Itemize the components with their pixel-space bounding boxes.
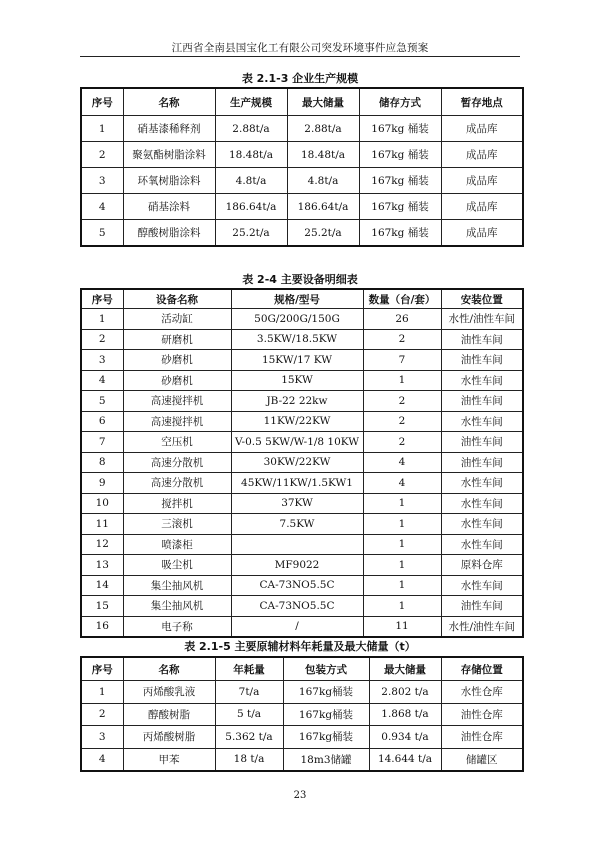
table-cell: 7t/a	[215, 681, 283, 704]
table-cell: 186.64t/a	[215, 194, 287, 220]
table-row	[81, 370, 523, 391]
table-cell: CA-73NO5.5C	[231, 575, 363, 596]
table-cell: 167kg桶装	[283, 681, 369, 704]
table-cell: 25.2t/a	[215, 220, 287, 247]
table-cell: JB-22 22kw	[231, 391, 363, 412]
table-cell: 1	[363, 596, 441, 617]
table-cell: 2	[81, 142, 123, 168]
table-cell: 4	[81, 748, 123, 771]
table-cell: 45KW/11KW/1.5KW1	[231, 473, 363, 494]
table-cell: 3	[81, 726, 123, 749]
equipment-table	[80, 288, 524, 638]
table-cell: 高速搅拌机	[123, 391, 231, 412]
table-row	[81, 575, 523, 596]
table-cell: 7	[81, 432, 123, 453]
column-header: 设备名称	[123, 289, 231, 309]
table-cell: 3.5KW/18.5KW	[231, 329, 363, 350]
table-cell: 15KW/17 KW	[231, 350, 363, 371]
table-cell: 油性车间	[441, 391, 523, 412]
table-cell: 4	[363, 473, 441, 494]
table-cell: 高速分散机	[123, 473, 231, 494]
table-cell: 167kg 桶装	[359, 142, 441, 168]
table-cell: 1.868 t/a	[369, 703, 441, 726]
page-header-title: 江西省全南县国宝化工有限公司突发环境事件应急预案	[171, 42, 429, 54]
table-cell: 4	[81, 194, 123, 220]
table-cell: 喷漆柜	[123, 534, 231, 555]
table-cell: 2	[81, 703, 123, 726]
table-row	[81, 493, 523, 514]
table-cell: 研磨机	[123, 329, 231, 350]
table-cell: 高速搅拌机	[123, 411, 231, 432]
table-cell: 1	[363, 555, 441, 576]
table-row	[81, 116, 523, 142]
table-row	[81, 391, 523, 412]
table-cell: 50G/200G/150G	[231, 309, 363, 330]
table-cell: 1	[363, 575, 441, 596]
table-cell: 26	[363, 309, 441, 330]
table-cell: 167kg 桶装	[359, 116, 441, 142]
table-header-row	[81, 88, 523, 116]
table-cell: 砂磨机	[123, 350, 231, 371]
table-cell: 2	[363, 411, 441, 432]
table-cell: 167kg桶装	[283, 703, 369, 726]
table-cell	[231, 534, 363, 555]
table-cell: 水性车间	[441, 473, 523, 494]
table-cell: 7	[363, 350, 441, 371]
table-row	[81, 703, 523, 726]
table-cell: 14	[81, 575, 123, 596]
table-cell: 14.644 t/a	[369, 748, 441, 771]
table-cell: 2	[363, 432, 441, 453]
table-cell: 167kg 桶装	[359, 194, 441, 220]
table-cell: 11	[81, 514, 123, 535]
table-cell: 成品库	[441, 168, 523, 194]
column-header: 最大储量	[369, 657, 441, 681]
table-row	[81, 726, 523, 749]
table-cell: 油性车间	[441, 350, 523, 371]
table-cell: 水性车间	[441, 575, 523, 596]
table-cell: 成品库	[441, 220, 523, 247]
table-row	[81, 411, 523, 432]
table-cell: 18m3储罐	[283, 748, 369, 771]
production-scale-table	[80, 87, 524, 247]
table-cell: 丙烯酸树脂	[123, 726, 215, 749]
table-row	[81, 329, 523, 350]
table-cell: 30KW/22KW	[231, 452, 363, 473]
table-cell: 1	[363, 534, 441, 555]
table-cell: 醇酸树脂涂料	[123, 220, 215, 247]
table-cell: 油性车间	[441, 452, 523, 473]
column-header: 序号	[81, 289, 123, 309]
table-cell: 水性车间	[441, 411, 523, 432]
table-cell: V-0.5 5KW/W-1/8 10KW	[231, 432, 363, 453]
table-cell: 12	[81, 534, 123, 555]
table-cell: 2	[363, 391, 441, 412]
table-cell: 3	[81, 168, 123, 194]
table-row	[81, 616, 523, 637]
table-cell: CA-73NO5.5C	[231, 596, 363, 617]
column-header: 最大储量	[287, 88, 359, 116]
table-row	[81, 748, 523, 771]
table1-caption: 表 2.1-3 企业生产规模	[241, 72, 359, 85]
table-cell: 三滚机	[123, 514, 231, 535]
table-cell: 4	[81, 370, 123, 391]
table-cell: 16	[81, 616, 123, 637]
column-header: 生产规模	[215, 88, 287, 116]
table-cell: 搅拌机	[123, 493, 231, 514]
table-cell: 9	[81, 473, 123, 494]
table-cell: 环氧树脂涂料	[123, 168, 215, 194]
table-row	[81, 473, 523, 494]
table3-caption: 表 2.1-5 主要原辅材料年耗量及最大储量（t）	[184, 640, 416, 653]
table-cell: 11KW/22KW	[231, 411, 363, 432]
table-cell: 活动缸	[123, 309, 231, 330]
table-cell: 25.2t/a	[287, 220, 359, 247]
table-cell: 水性/油性车间	[441, 309, 523, 330]
column-header: 年耗量	[215, 657, 283, 681]
table-cell: 8	[81, 452, 123, 473]
table-cell: 醇酸树脂	[123, 703, 215, 726]
table-cell: 2	[81, 329, 123, 350]
table-cell: 聚氨酯树脂涂料	[123, 142, 215, 168]
column-header: 包装方式	[283, 657, 369, 681]
table-cell: 1	[363, 493, 441, 514]
table-cell: 原料仓库	[441, 555, 523, 576]
table-row	[81, 596, 523, 617]
table-cell: 167kg桶装	[283, 726, 369, 749]
table-header-row	[81, 289, 523, 309]
table-cell: 水性车间	[441, 493, 523, 514]
column-header: 规格/型号	[231, 289, 363, 309]
column-header: 存储位置	[441, 657, 523, 681]
table-cell: 空压机	[123, 432, 231, 453]
table-row	[81, 194, 523, 220]
table-cell: 2.88t/a	[215, 116, 287, 142]
table-cell: 5.362 t/a	[215, 726, 283, 749]
table-cell: 1	[81, 681, 123, 704]
table-cell: 储罐区	[441, 748, 523, 771]
table-cell: 油性仓库	[441, 703, 523, 726]
table-cell: 10	[81, 493, 123, 514]
table-cell: 1	[363, 370, 441, 391]
table-cell: 2.802 t/a	[369, 681, 441, 704]
table-cell: 甲苯	[123, 748, 215, 771]
table-cell: 5	[81, 220, 123, 247]
table-cell: 15	[81, 596, 123, 617]
raw-materials-table	[80, 656, 524, 772]
table-cell: 集尘抽风机	[123, 575, 231, 596]
table-cell: MF9022	[231, 555, 363, 576]
table-cell: 水性仓库	[441, 681, 523, 704]
header-rule	[80, 56, 520, 57]
table-cell: 2.88t/a	[287, 116, 359, 142]
table-cell: 水性车间	[441, 370, 523, 391]
table-cell: 18.48t/a	[287, 142, 359, 168]
column-header: 安装位置	[441, 289, 523, 309]
table-cell: 1	[81, 116, 123, 142]
table-cell: 2	[363, 329, 441, 350]
table-cell: 硝基涂料	[123, 194, 215, 220]
column-header: 名称	[123, 88, 215, 116]
table-row	[81, 168, 523, 194]
table-row	[81, 309, 523, 330]
table-cell: 油性仓库	[441, 726, 523, 749]
table-row	[81, 534, 523, 555]
table-cell: 成品库	[441, 116, 523, 142]
table-cell: 硝基漆稀释剂	[123, 116, 215, 142]
table-cell: 186.64t/a	[287, 194, 359, 220]
table-cell: 砂磨机	[123, 370, 231, 391]
table-cell: 1	[363, 514, 441, 535]
table-cell: 油性车间	[441, 432, 523, 453]
table-cell: 167kg 桶装	[359, 168, 441, 194]
table-cell: 成品库	[441, 194, 523, 220]
table-cell: 4.8t/a	[287, 168, 359, 194]
table-cell: 吸尘机	[123, 555, 231, 576]
table-cell: 15KW	[231, 370, 363, 391]
column-header: 序号	[81, 657, 123, 681]
table-cell: 18 t/a	[215, 748, 283, 771]
column-header: 暂存地点	[441, 88, 523, 116]
table-row	[81, 350, 523, 371]
table-row	[81, 142, 523, 168]
column-header: 储存方式	[359, 88, 441, 116]
table-cell: 集尘抽风机	[123, 596, 231, 617]
table-cell: 成品库	[441, 142, 523, 168]
table-cell: 0.934 t/a	[369, 726, 441, 749]
table-cell: 高速分散机	[123, 452, 231, 473]
table-cell: 37KW	[231, 493, 363, 514]
table-cell: 电子称	[123, 616, 231, 637]
table-row	[81, 555, 523, 576]
table-cell: 水性车间	[441, 534, 523, 555]
table-row	[81, 681, 523, 704]
table-cell: 1	[81, 309, 123, 330]
table-cell: 4.8t/a	[215, 168, 287, 194]
page-number: 23	[293, 790, 307, 801]
table-cell: 5 t/a	[215, 703, 283, 726]
table-row	[81, 220, 523, 247]
table-cell: 水性车间	[441, 514, 523, 535]
table-cell: 油性车间	[441, 329, 523, 350]
column-header: 数量（台/套）	[363, 289, 441, 309]
table-row	[81, 452, 523, 473]
table-cell: 5	[81, 391, 123, 412]
table-cell: 3	[81, 350, 123, 371]
column-header: 序号	[81, 88, 123, 116]
table-header-row	[81, 657, 523, 681]
table-cell: /	[231, 616, 363, 637]
table-cell: 6	[81, 411, 123, 432]
table-row	[81, 514, 523, 535]
table-cell: 丙烯酸乳液	[123, 681, 215, 704]
table-cell: 167kg 桶装	[359, 220, 441, 247]
column-header: 名称	[123, 657, 215, 681]
table-cell: 13	[81, 555, 123, 576]
table-cell: 7.5KW	[231, 514, 363, 535]
table-cell: 18.48t/a	[215, 142, 287, 168]
table-cell: 4	[363, 452, 441, 473]
table2-caption: 表 2-4 主要设备明细表	[242, 273, 358, 286]
table-cell: 11	[363, 616, 441, 637]
table-row	[81, 432, 523, 453]
table-cell: 油性车间	[441, 596, 523, 617]
table-cell: 水性/油性车间	[441, 616, 523, 637]
